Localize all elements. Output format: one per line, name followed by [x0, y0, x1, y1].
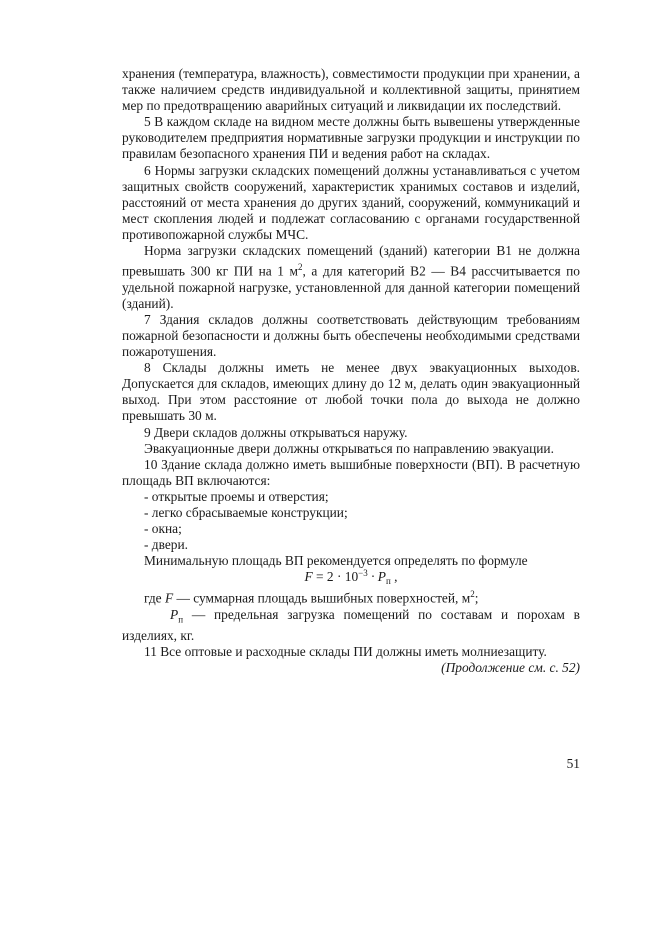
formula-mul: · P [367, 569, 386, 585]
continuation-note: (Продолжение см. с. 52) [441, 659, 580, 675]
paragraph-9: 9 Двери складов должны открываться наружу. [144, 424, 408, 440]
definition-variable: F [164, 590, 174, 606]
page-number: 51 [566, 756, 580, 771]
definition-text: — суммарная площадь вышибных поверхностей, м [173, 590, 471, 606]
list-item: - двери. [144, 537, 189, 553]
definition-prefix: где [144, 590, 165, 606]
list-item: - окна; [144, 521, 182, 537]
paragraph-5: 5 В каждом складе на видном месте должны быть вывешены утвержденные руководителем предприятия нормативные загрузки продукции и инструкции по правилам безопасного хранения ПИ и ведения работ на складах. [122, 114, 580, 162]
document-body [122, 66, 580, 676]
norm-text-1: Норма загрузки складских помещений (зданий) категории В1 не должна превышать 300 кг ПИ на 1 м [122, 243, 580, 279]
formula-lhs: F [304, 569, 313, 585]
definition-variable: P [170, 607, 179, 623]
definition-text: — предельная загрузка помещений по составам и порохам в изделиях, кг. [122, 607, 580, 643]
definition-p [122, 607, 580, 644]
definition-subscript: п [178, 614, 184, 625]
list-item: - легко сбрасываемые конструкции; [144, 505, 348, 520]
paragraph-8: 8 Склады должны иметь не менее двух эвакуационных выходов. Допускается для складов, имеющих длину до 12 м, делать один эвакуационный выход. При этом расстояние от любой точки пола до выхода не должно превышать 30 м. [122, 360, 580, 424]
formula-exponent: −3 [358, 568, 368, 579]
norm-superscript: 2 [297, 262, 303, 273]
list-item: - открытые проемы и отверстия; [144, 488, 329, 504]
paragraph-7: 7 Здания складов должны соответствовать действующим требованиям пожарной безопасности и должны быть обеспечены необходимыми средствами пожаротушения. [122, 311, 580, 360]
norm-text-2: , а для категорий В2 — В4 рассчитывается по удельной пожарной нагрузке, установленной для данной категории помещений (зданий). [122, 263, 581, 311]
paragraph-10-formula-intro: Минимальную площадь ВП рекомендуется определять по формуле [144, 553, 528, 569]
definition-f [122, 586, 580, 607]
definition-superscript: 2 [470, 589, 475, 600]
paragraph-6-norm [122, 243, 580, 312]
paragraph-9-evac: Эвакуационные двери должны открываться по направлению эвакуации. [144, 440, 554, 456]
formula-end: , [390, 569, 398, 585]
paragraph-continued: хранения (температура, влажность), совместимости продукции при хранении, а также наличием средств индивидуальной и коллективной защиты, принятием мер по предотвращению аварийных ситуаций и ликвидации их последствий. [122, 66, 580, 114]
paragraph-10: 10 Здание склада должно иметь вышибные поверхности (ВП). В расчетную площадь ВП включаются: [122, 456, 580, 488]
paragraph-11: 11 Все оптовые и расходные склады ПИ должны иметь молниезащиту. [144, 643, 547, 659]
definition-end: ; [474, 590, 479, 606]
formula [122, 569, 580, 586]
formula-eq: = 2 · 10 [312, 569, 359, 585]
formula-subscript: п [385, 576, 391, 587]
paragraph-6: 6 Нормы загрузки складских помещений должны устанавливаться с учетом защитных свойств сооружений, характеристик хранимых составов и изделий, расстояний от места хранения до других зданий, сооружений, коммуникаций и мест скопления людей и подлежат согласованию с органами государственной противопожарной службы МЧС. [122, 162, 580, 242]
